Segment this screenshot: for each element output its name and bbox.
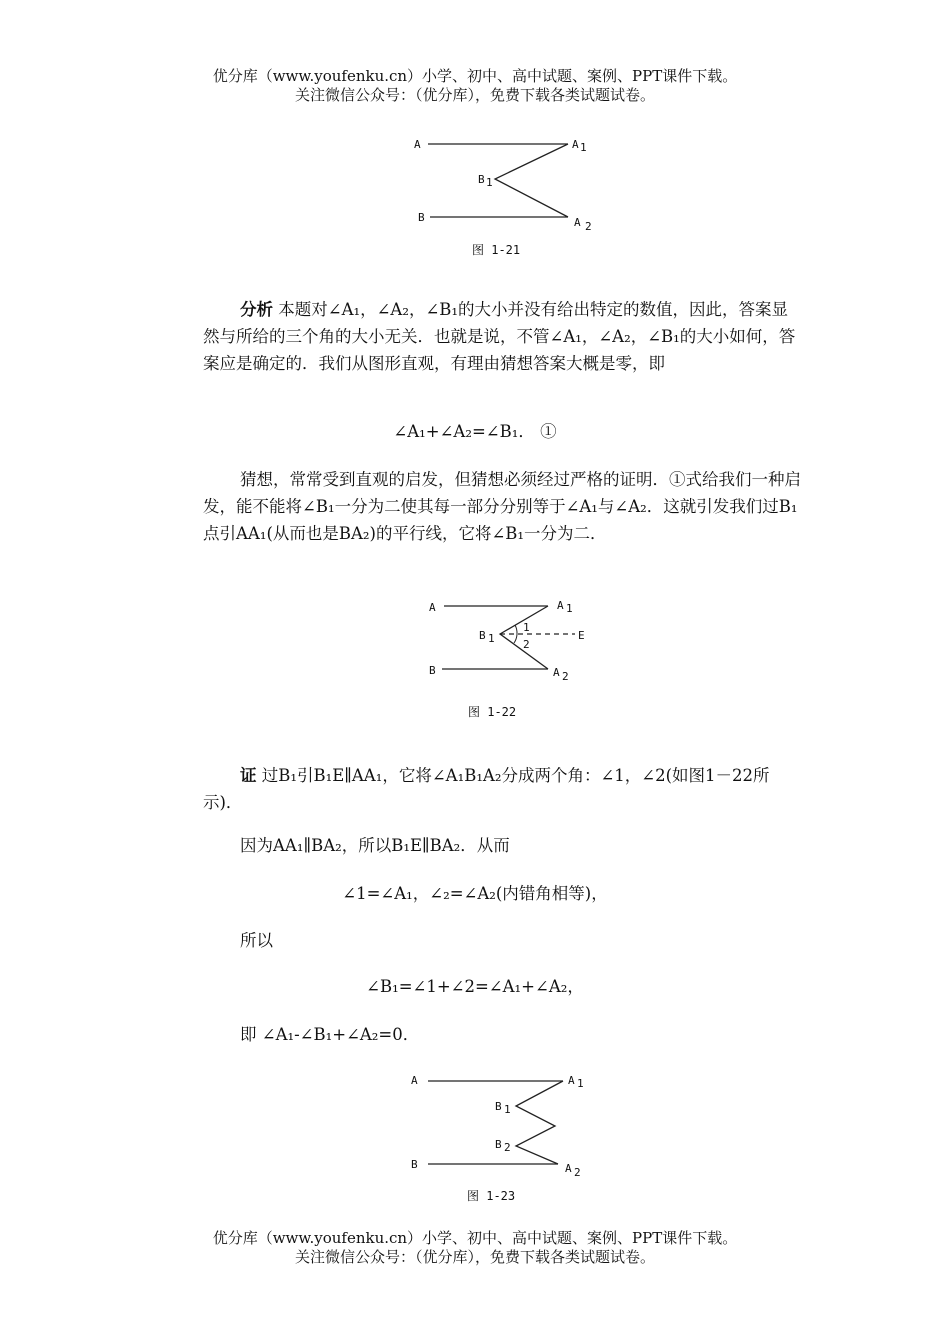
- figure-1-21: [400, 130, 600, 265]
- footer-line-2: 关注微信公众号：（优分库），免费下载各类试题试卷。: [294, 1248, 655, 1266]
- label-B1: B: [495, 1100, 502, 1113]
- label-A1: A: [568, 1074, 575, 1087]
- label-A: A: [414, 138, 421, 151]
- label-A: A: [429, 601, 436, 614]
- label-A2: A: [574, 216, 581, 229]
- proof-text: 过B₁引B₁E∥AA₁，它将∠A₁B₁A₂分成两个角：∠1，∠2(如图1－22所示)．: [203, 766, 770, 812]
- label-angle-1: 1: [523, 621, 530, 634]
- label-A: A: [411, 1074, 418, 1087]
- label-B1: B: [479, 629, 486, 642]
- label-A1-sub: 1: [566, 602, 573, 615]
- figure-caption: 图 1-23: [467, 1189, 516, 1203]
- figure-1-23: [400, 1066, 600, 1211]
- angle-arc-2: [514, 634, 517, 643]
- zigzag-A1-B1-A2: [495, 144, 568, 217]
- label-A2-sub: 2: [574, 1166, 581, 1179]
- footer-line-1: 优分库（www.youfenku.cn）小学、初中、高中试题、案例、PPT课件下载。: [212, 1229, 738, 1247]
- label-B1: B: [478, 173, 485, 186]
- label-B1-sub: 1: [504, 1103, 511, 1116]
- figure-1-22: [420, 590, 600, 725]
- label-B: B: [429, 664, 436, 677]
- conjecture-paragraph: 猜想，常常受到直观的启发，但猜想必须经过严格的证明．①式给我们一种启发，能不能将∠B₁一分为二使其每一部分分别等于∠A₁与∠A₂．这就引发我们过B₁点引AA₁(从而也是BA₂)的平行线，它将∠B₁一分为二．: [203, 470, 801, 543]
- page-header: [0, 67, 950, 105]
- label-A1: A: [572, 138, 579, 151]
- label-B2: B: [495, 1138, 502, 1151]
- analysis-text: 本题对∠A₁，∠A₂，∠B₁的大小并没有给出特定的数值，因此，答案显然与所给的三个角的大小无关．也就是说，不管∠A₁，∠A₂，∠B₁的大小如何，答案应是确定的．我们从图形直观，有理由猜想答案大概是零，即: [203, 300, 796, 373]
- label-A2-sub: 2: [585, 220, 592, 233]
- label-B1-sub: 1: [486, 176, 493, 189]
- label-A2: A: [565, 1162, 572, 1175]
- zigzag-A1-B1-B2-A2: [516, 1081, 563, 1164]
- label-A1: A: [557, 599, 564, 612]
- figure-caption: 图 1-22: [468, 705, 517, 719]
- angle-arc-1: [515, 625, 517, 634]
- header-line-2: 关注微信公众号：（优分库），免费下载各类试题试卷。: [294, 86, 655, 104]
- label-A2: A: [553, 666, 560, 679]
- label-A1-sub: 1: [577, 1077, 584, 1090]
- proof-line-2: 因为AA₁∥BA₂，所以B₁E∥BA₂．从而: [240, 836, 510, 855]
- equation-2: ∠1=∠A₁，∠₂=∠A₂(内错角相等)，: [342, 884, 608, 903]
- label-B1-sub: 1: [488, 632, 495, 645]
- label-A2-sub: 2: [562, 670, 569, 683]
- proof-paragraph: [203, 762, 803, 816]
- label-B2-sub: 2: [504, 1141, 511, 1154]
- label-B: B: [411, 1158, 418, 1171]
- equation-3: ∠B₁=∠1+∠2=∠A₁+∠A₂，: [366, 977, 584, 996]
- figure-caption: 图 1-21: [472, 243, 521, 257]
- analysis-paragraph: [203, 296, 803, 377]
- label-B: B: [418, 211, 425, 224]
- label-E: E: [578, 629, 585, 642]
- label-A1-sub: 1: [580, 141, 587, 154]
- equation-1: ∠A₁+∠A₂=∠B₁． ①: [393, 422, 557, 441]
- proof-line-3: 所以: [240, 931, 273, 950]
- proof-conclusion: 即 ∠A₁-∠B₁+∠A₂=0．: [240, 1025, 420, 1044]
- proof-label: 证: [240, 766, 257, 785]
- header-line-1: 优分库（www.youfenku.cn）小学、初中、高中试题、案例、PPT课件下载。: [212, 67, 738, 85]
- label-angle-2: 2: [523, 638, 530, 651]
- analysis-label: 分析: [240, 300, 273, 319]
- page-footer: [0, 1229, 950, 1267]
